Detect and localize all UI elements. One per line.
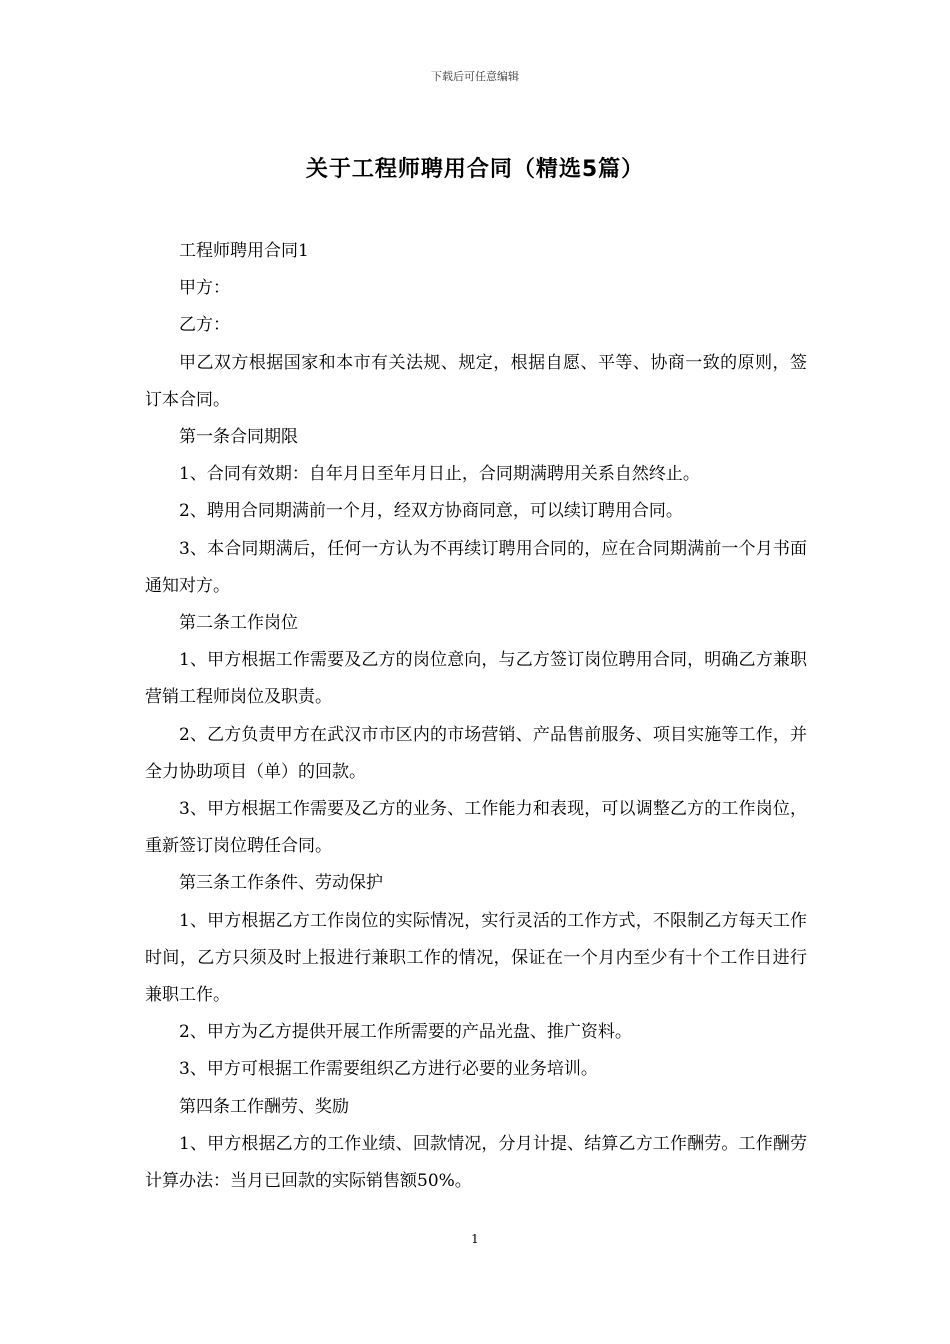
article-heading: 第三条工作条件、劳动保护: [179, 873, 383, 894]
document-title: 关于工程师聘用合同（精选5篇）: [305, 157, 645, 182]
paragraph: 1、甲方根据工作需要及乙方的岗位意向，与乙方签订岗位聘用合同，明确乙方兼职营销工程师岗位及职责。: [145, 650, 807, 708]
paragraph: 2、乙方负责甲方在武汉市市区内的市场营销、产品售前服务、项目实施等工作，并全力协助项目（单）的回款。: [145, 724, 807, 782]
paragraph: 甲乙双方根据国家和本市有关法规、规定，根据自愿、平等、协商一致的原则，签订本合同。: [145, 352, 807, 410]
paragraph: 3、本合同期满后，任何一方认为不再续订聘用合同的，应在合同期满前一个月书面通知对方。: [145, 538, 807, 596]
paragraph: 2、甲方为乙方提供开展工作所需要的产品光盘、推广资料。: [179, 1022, 632, 1043]
party-b-line: 乙方：: [179, 315, 230, 336]
document-body: [145, 233, 807, 1200]
article-heading: 第四条工作酬劳、奖励: [179, 1096, 349, 1117]
paragraph: 1、甲方根据乙方工作岗位的实际情况，实行灵活的工作方式，不限制乙方每天工作时间，乙方只须及时上报进行兼职工作的情况，保证在一个月内至少有十个工作日进行兼职工作。: [145, 910, 807, 1006]
paragraph: 1、甲方根据乙方的工作业绩、回款情况，分月计提、结算乙方工作酬劳。工作酬劳计算办法：当月已回款的实际销售额50%。: [145, 1133, 807, 1192]
paragraph: 1、合同有效期：自年月日至年月日止，合同期满聘用关系自然终止。: [179, 464, 700, 485]
paragraph: 2、聘用合同期满前一个月，经双方协商同意，可以续订聘用合同。: [179, 501, 683, 522]
article-heading: 第二条工作岗位: [179, 613, 298, 634]
party-a-line: 甲方：: [179, 278, 230, 299]
page-number: 1: [471, 1232, 479, 1246]
paragraph: 3、甲方根据工作需要及乙方的业务、工作能力和表现，可以调整乙方的工作岗位，重新签订岗位聘任合同。: [145, 799, 807, 857]
header-note: 下载后可任意编辑: [431, 70, 519, 83]
article-heading: 第一条合同期限: [179, 427, 298, 448]
section-heading: 工程师聘用合同1: [179, 241, 309, 261]
paragraph: 3、甲方可根据工作需要组织乙方进行必要的业务培训。: [179, 1059, 598, 1080]
